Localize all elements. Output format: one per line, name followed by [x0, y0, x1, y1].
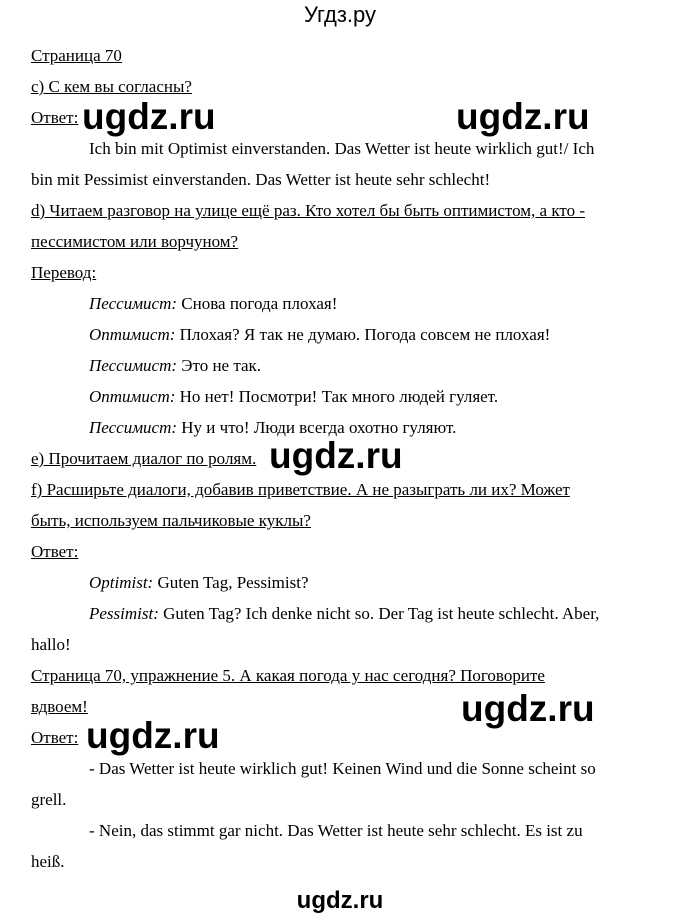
dialog-line: hallo! [31, 635, 71, 654]
speaker-name: Пессимист: [89, 294, 178, 313]
answer-label: Ответ: [31, 108, 79, 127]
exercise-5-prompt: Страница 70, упражнение 5. А какая погода у нас сегодня? Поговорите [31, 666, 545, 685]
footer-watermark: ugdz.ru [296, 887, 384, 914]
dialog-line [89, 418, 456, 438]
dialog-text: Снова погода плохая! [177, 294, 338, 313]
dialog-text: Плохая? Я так не думаю. Погода совсем не плохая! [175, 325, 551, 344]
translation-label: Перевод: [31, 263, 97, 282]
watermark-logo: ugdz.ru [461, 688, 595, 729]
speaker-name: Optimist: [89, 573, 154, 592]
watermark-logo: ugdz.ru [456, 96, 590, 137]
answer-label: Ответ: [31, 542, 79, 561]
answer-line: - Nein, das stimmt gar nicht. Das Wetter ist heute sehr schlecht. Es ist zu [89, 821, 583, 840]
question-d: пессимистом или ворчуном? [31, 232, 239, 251]
watermark-logo: ugdz.ru [86, 715, 220, 756]
speaker-name: Оптимист: [89, 387, 176, 406]
exercise-5-prompt: вдвоем! [31, 697, 88, 716]
answer-c-line: bin mit Pessimist einverstanden. Das Wetter ist heute sehr schlecht! [31, 170, 491, 189]
answer-line: grell. [31, 790, 67, 809]
dialog-line [89, 294, 337, 314]
watermark-logo: ugdz.ru [269, 435, 403, 476]
dialog-text: Ну и что! Люди всегда охотно гуляют. [177, 418, 457, 437]
answer-line: - Das Wetter ist heute wirklich gut! Keinen Wind und die Sonne scheint so [89, 759, 596, 778]
watermark-logo: ugdz.ru [82, 96, 216, 137]
question-e: e) Прочитаем диалог по ролям. [31, 449, 257, 468]
question-c: c) С кем вы согласны? [31, 77, 192, 96]
question-d: d) Читаем разговор на улице ещё раз. Кто хотел бы быть оптимистом, а кто - [31, 201, 585, 220]
dialog-line [89, 325, 550, 345]
dialog-line [89, 356, 261, 376]
speaker-name: Оптимист: [89, 325, 176, 344]
dialog-text: Guten Tag? Ich denke nicht so. Der Tag ist heute schlecht. Aber, [158, 604, 600, 623]
dialog-text: Но нет! Посмотри! Так много людей гуляет. [175, 387, 499, 406]
dialog-line [89, 573, 309, 593]
answer-c-line: Ich bin mit Optimist einverstanden. Das Wetter ist heute wirklich gut!/ Ich [89, 139, 595, 158]
answer-label: Ответ: [31, 728, 79, 747]
site-header-title: Угдз.ру [303, 2, 377, 27]
question-f: f) Расширьте диалоги, добавив приветствие. А не разыграть ли их? Может [31, 480, 570, 499]
speaker-name: Pessimist: [89, 604, 159, 623]
question-f: быть, используем пальчиковые куклы? [31, 511, 311, 530]
dialog-text: Guten Tag, Pessimist? [153, 573, 309, 592]
speaker-name: Пессимист: [89, 356, 178, 375]
dialog-line [89, 604, 599, 624]
answer-line: heiß. [31, 852, 65, 871]
speaker-name: Пессимист: [89, 418, 178, 437]
page-label: Страница 70 [31, 46, 122, 65]
dialog-line [89, 387, 498, 407]
dialog-text: Это не так. [177, 356, 262, 375]
